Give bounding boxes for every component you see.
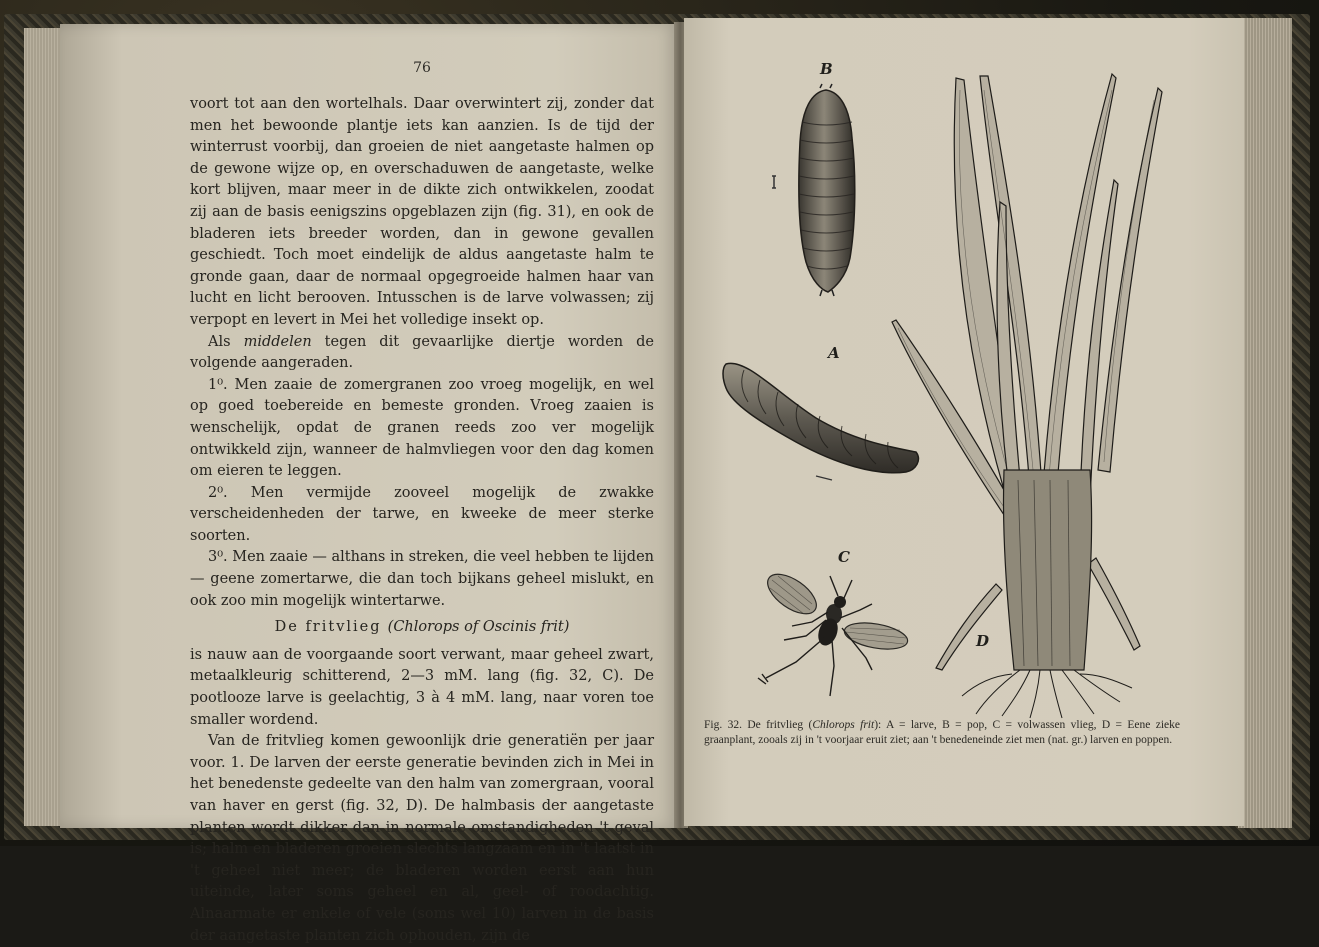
paragraph-2	[190, 332, 654, 375]
paragraph-2-start: Als	[208, 333, 244, 350]
list-item-2: 2⁰. Men vermijde zooveel mogelijk de zwakke verscheidenheden der tarwe, en kweeke de meer sterke soorten.	[190, 484, 654, 544]
section-heading-title: De fritvlieg	[274, 619, 382, 636]
list-item-3: 3⁰. Men zaaie — althans in streken, die veel hebben te lijden — geene zomertarwe, die dan toch bijkans geheel mislukt, en ook zoo min mogelijk wintertarwe.	[190, 549, 654, 609]
section-heading-latin: (Chlorops of Oscinis frit)	[387, 619, 570, 636]
section-heading	[190, 617, 654, 639]
page-number: 76	[413, 60, 431, 76]
paragraph-2-emphasis: middelen	[243, 333, 312, 350]
caption-rest: ): A = larve, B = pop, C = volwassen vlieg, D = Eene zieke graanplant, zooals zij in 't voorjaar eruit ziet; aan 't benedeneinde ziet men (nat. gr.) larven en poppen.	[704, 719, 1181, 746]
right-page-edges	[1238, 18, 1292, 828]
figure-label-c: C	[838, 548, 850, 566]
left-page-text	[190, 94, 654, 947]
left-page-edges	[24, 28, 64, 826]
paragraph-1: voort tot aan den wortelhals. Daar overwintert zij, zonder dat men het bewoonde plantje iets kan aanzien. Is de tijd der winterrust voorbij, dan groeien de niet aangetaste halmen op de gewone wijze op, en overschaduwen de aangetaste, welke kort blijven, maar meer in de dikte zich ontwikkelen, zoodat zij aan de basis eenigszins opgeblazen zijn (fig. 31), en ook de bladeren iets breeder worden, dan in gewone gevallen geschiedt. Toch moet eindelijk de aldus aangetaste halm te gronde gaan, daar de normaal opgegroeide halmen haar van lucht en licht berooven. Intusschen is de larve volwassen; zij verpopt en levert in Mei het volledige insekt op.	[190, 96, 654, 328]
paragraph-3: is nauw aan de voorgaande soort verwant, maar geheel zwart, metaalkleurig schitterend, 2—3 mM. lang (fig. 32, C). De pootlooze larve is geelachtig, 3 à 4 mM. lang, naar voren toe smaller wordend.	[190, 646, 654, 728]
caption-species: Chlorops frit	[812, 719, 875, 731]
paragraph-2-rest: tegen dit gevaarlijke diertje worden de volgende aangeraden.	[190, 333, 654, 372]
figure-label-d: D	[976, 632, 990, 650]
figure-label-b: B	[820, 60, 833, 78]
list-item-1: 1⁰. Men zaaie de zomergranen zoo vroeg mogelijk, en wel op goed toebereide en bemeste gronden. Vroeg zaaien is wenschelijk, opdat de granen reeds zoo ver mogelijk ontwikkeld zijn, wanneer de halmvliegen voor den dag komen om eieren te leggen.	[190, 376, 654, 480]
pupa-illustration	[760, 82, 870, 302]
paragraph-4: Van de fritvlieg komen gewoonlijk drie generatiën per jaar voor. 1. De larven der eerste generatie bevinden zich in Mei in het benedenste gedeelte van den halm van zomergraan, vooral van haver en gerst (fig. 32, D). De halmbasis der aangetaste planten wordt dikker dan in normale omstandigheden 't geval is; halm en bladeren groeien slechts langzaam en in 't laatst in 't geheel niet meer; de bladeren worden eerst aan hun uiteinde, later soms geheel en al, geel- of roodachtig. Alnaarmate er enkele of vele (soms wel 10) larven in de basis der aangetaste planten zich ophouden, zijn de	[190, 733, 654, 944]
grain-plant-illustration	[884, 70, 1164, 720]
figure-label-a: A	[828, 344, 840, 362]
figure-caption	[704, 718, 1180, 747]
caption-start: Fig. 32. De fritvlieg (	[704, 719, 813, 731]
